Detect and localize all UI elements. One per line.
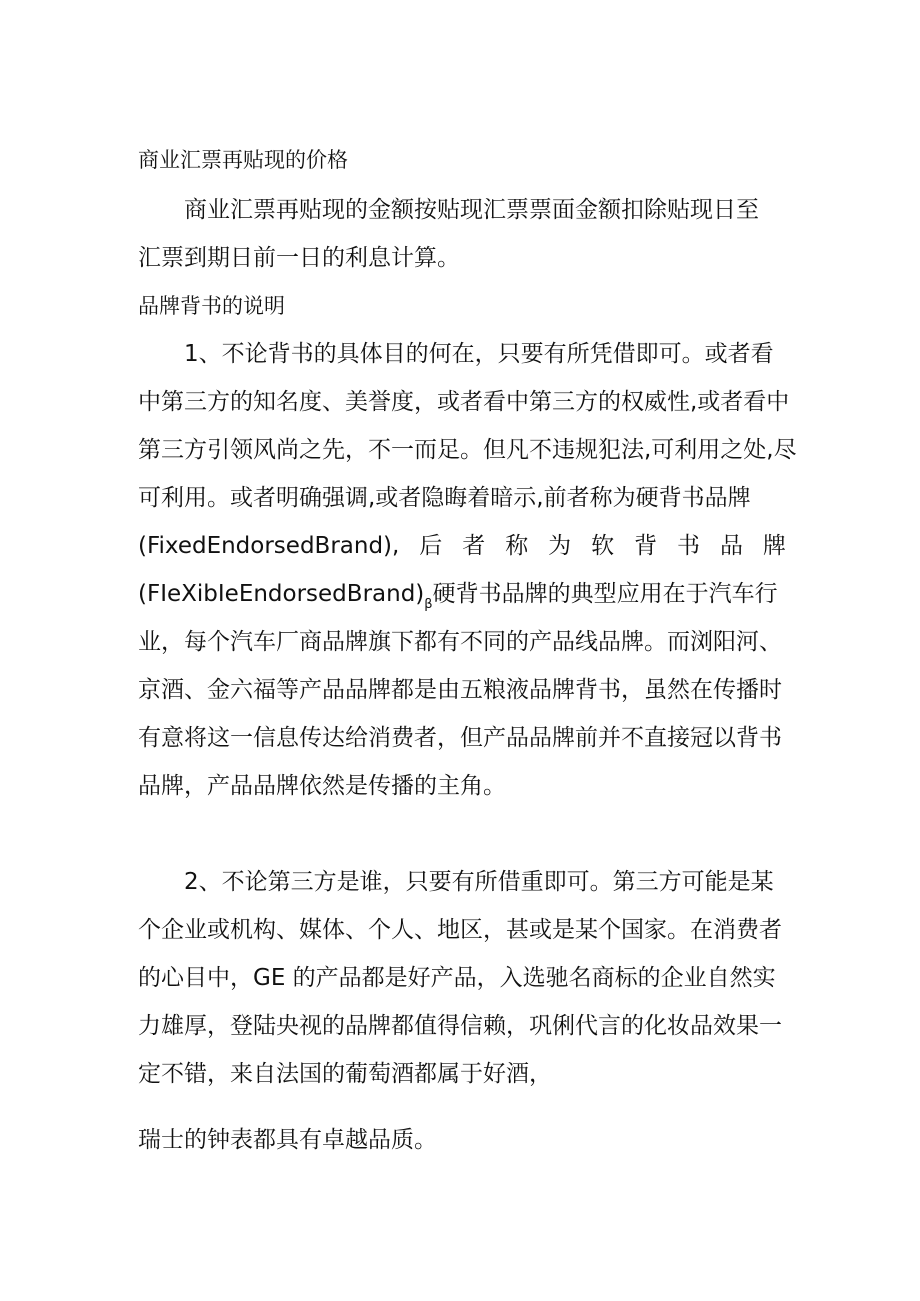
body-line: 中第三方的知名度、美誉度，或者看中第三方的权威性,或者看中 — [138, 389, 790, 415]
body-line: 商业汇票再贴现的金额按贴现汇票票面金额扣除贴现日至 — [138, 197, 759, 223]
text-fragment: 牌 — [762, 533, 786, 559]
body-line: 力雄厚，登陆央视的品牌都值得信赖，巩俐代言的化妆品效果一 — [138, 1013, 782, 1039]
body-line: 个企业或机构、媒体、个人、地区，甚或是某个国家。在消费者 — [138, 917, 782, 943]
body-line — [138, 578, 786, 621]
text-fragment: (FixedEndorsedBrand), — [138, 533, 400, 559]
text-fragment: (FIeXibIeEndorsedBrand) — [138, 581, 425, 607]
text-fragment: 称 — [505, 533, 529, 559]
text-fragment: 品 — [719, 533, 743, 559]
body-line: 有意将这一信息传达给消费者，但产品品牌前并不直接冠以背书 — [138, 725, 782, 751]
text-fragment: 为 — [548, 533, 572, 559]
body-line: 可利用。或者明确强调,或者隐晦着暗示,前者称为硬背书品牌 — [138, 485, 751, 511]
subscript-mark: β — [424, 597, 433, 612]
section-heading-rediscount-price: 商业汇票再贴现的价格 — [138, 148, 348, 172]
body-line: 品牌，产品品牌依然是传播的主角。 — [138, 773, 506, 799]
text-fragment: 软 — [591, 533, 615, 559]
text-fragment: 背 — [634, 533, 658, 559]
body-line: 的心目中，GE 的产品都是好产品，入选驰名商标的企业自然实 — [138, 965, 776, 991]
body-line: 2、不论第三方是谁，只要有所借重即可。第三方可能是某 — [138, 869, 774, 895]
body-line-justified — [138, 530, 786, 562]
body-line: 业，每个汽车厂商品牌旗下都有不同的产品线品牌。而浏阳河、 — [138, 629, 782, 655]
text-fragment: 硬背书品牌的典型应用在于汽车行 — [432, 581, 778, 607]
body-line: 汇票到期日前一日的利息计算。 — [138, 245, 460, 271]
section-heading-brand-endorsement: 品牌背书的说明 — [138, 294, 285, 318]
body-line-closing: 瑞士的钟表都具有卓越品质。 — [138, 1127, 437, 1153]
body-line: 京酒、金六福等产品品牌都是由五粮液品牌背书，虽然在传播时 — [138, 677, 782, 703]
text-fragment: 后 — [419, 533, 443, 559]
text-fragment: 书 — [677, 533, 701, 559]
body-line: 1、不论背书的具体目的何在，只要有所凭借即可。或者看 — [138, 341, 774, 367]
body-line: 第三方引领风尚之先，不一而足。但凡不违规犯法,可利用之处,尽 — [138, 437, 797, 463]
body-line: 定不错，来自法国的葡萄酒都属于好酒， — [138, 1061, 552, 1087]
text-fragment: 者 — [462, 533, 486, 559]
